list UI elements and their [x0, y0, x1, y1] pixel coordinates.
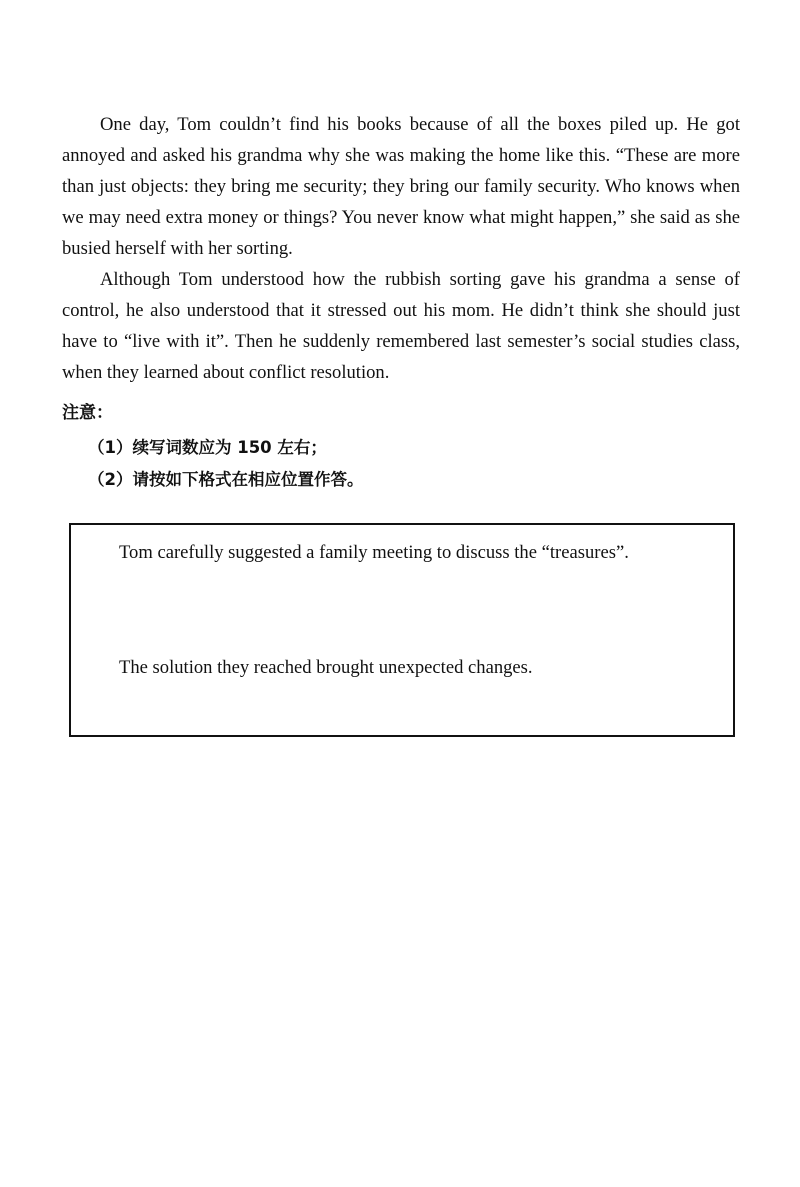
answer-box	[69, 523, 735, 737]
story-paragraph-2: Although Tom understood how the rubbish sorting gave his grandma a sense of control, he also understood that it stressed out his mom. He didn’t think she should just have to “live with it”. Then he suddenly remembered last semester’s social studies class, when they learned about conflict resolution.	[62, 269, 740, 383]
note-item-1: （1）续写词数应为 150 左右；	[88, 438, 327, 457]
notes-title: 注意：	[62, 403, 113, 423]
answer-prompt-2: The solution they reached brought unexpected changes.	[119, 657, 533, 678]
story-paragraph-1: One day, Tom couldn’t find his books because of all the boxes piled up. He got annoyed and asked his grandma why she was making the home like this. “These are more than just objects: they bring me security; they bring our family security. Who knows when we may need extra money or things? You never know what might happen,” she said as she busied herself with her sorting.	[62, 114, 740, 259]
note-item-2: （2）请按如下格式在相应位置作答。	[88, 470, 364, 489]
answer-prompt-1: Tom carefully suggested a family meeting to discuss the “treasures”.	[119, 542, 629, 563]
